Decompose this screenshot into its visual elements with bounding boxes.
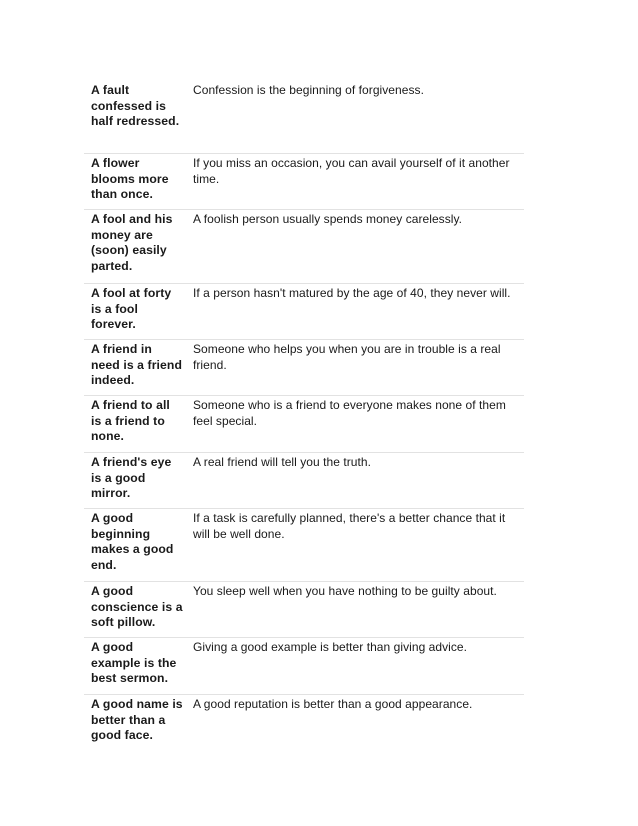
proverb-meaning: Someone who is a friend to everyone makes none of them feel special. <box>193 398 506 428</box>
proverb-meaning: You sleep well when you have nothing to be guilty about. <box>193 584 497 598</box>
proverb-meaning: If a task is carefully planned, there's a better chance that it will be well done. <box>193 511 506 541</box>
proverb-term: A flower blooms more than once. <box>91 156 169 201</box>
proverb-meaning: Someone who helps you when you are in trouble is a real friend. <box>193 342 501 372</box>
table-row <box>84 81 524 153</box>
table-row <box>84 395 524 452</box>
proverb-meaning: If you miss an occasion, you can avail yourself of it another time. <box>193 156 510 186</box>
proverb-term: A good conscience is a soft pillow. <box>91 584 183 629</box>
table-row <box>84 209 524 283</box>
table-row <box>84 339 524 395</box>
proverb-term: A fault confessed is half redressed. <box>91 83 180 128</box>
proverb-term: A good example is the best sermon. <box>91 640 177 685</box>
proverb-term: A friend's eye is a good mirror. <box>91 455 172 500</box>
table-row <box>84 508 524 581</box>
table-row <box>84 581 524 637</box>
proverb-meaning: A foolish person usually spends money carelessly. <box>193 212 463 226</box>
proverb-term: A fool at forty is a fool forever. <box>91 286 172 331</box>
proverb-term: A fool and his money are (soon) easily parted. <box>91 212 173 273</box>
proverb-table <box>84 81 524 750</box>
table-row <box>84 452 524 508</box>
proverb-term: A good beginning makes a good end. <box>91 511 174 572</box>
proverb-meaning: A real friend will tell you the truth. <box>193 455 371 469</box>
table-row <box>84 694 524 750</box>
proverb-term: A good name is better than a good face. <box>91 697 183 742</box>
proverb-term: A friend in need is a friend indeed. <box>91 342 183 387</box>
table-row <box>84 283 524 339</box>
proverb-meaning: A good reputation is better than a good appearance. <box>193 697 473 711</box>
proverb-term: A friend to all is a friend to none. <box>91 398 170 443</box>
proverb-meaning: If a person hasn't matured by the age of 40, they never will. <box>193 286 511 300</box>
proverb-meaning: Giving a good example is better than giving advice. <box>193 640 468 654</box>
table-row <box>84 153 524 209</box>
proverb-meaning: Confession is the beginning of forgiveness. <box>193 83 424 97</box>
table-row <box>84 637 524 694</box>
